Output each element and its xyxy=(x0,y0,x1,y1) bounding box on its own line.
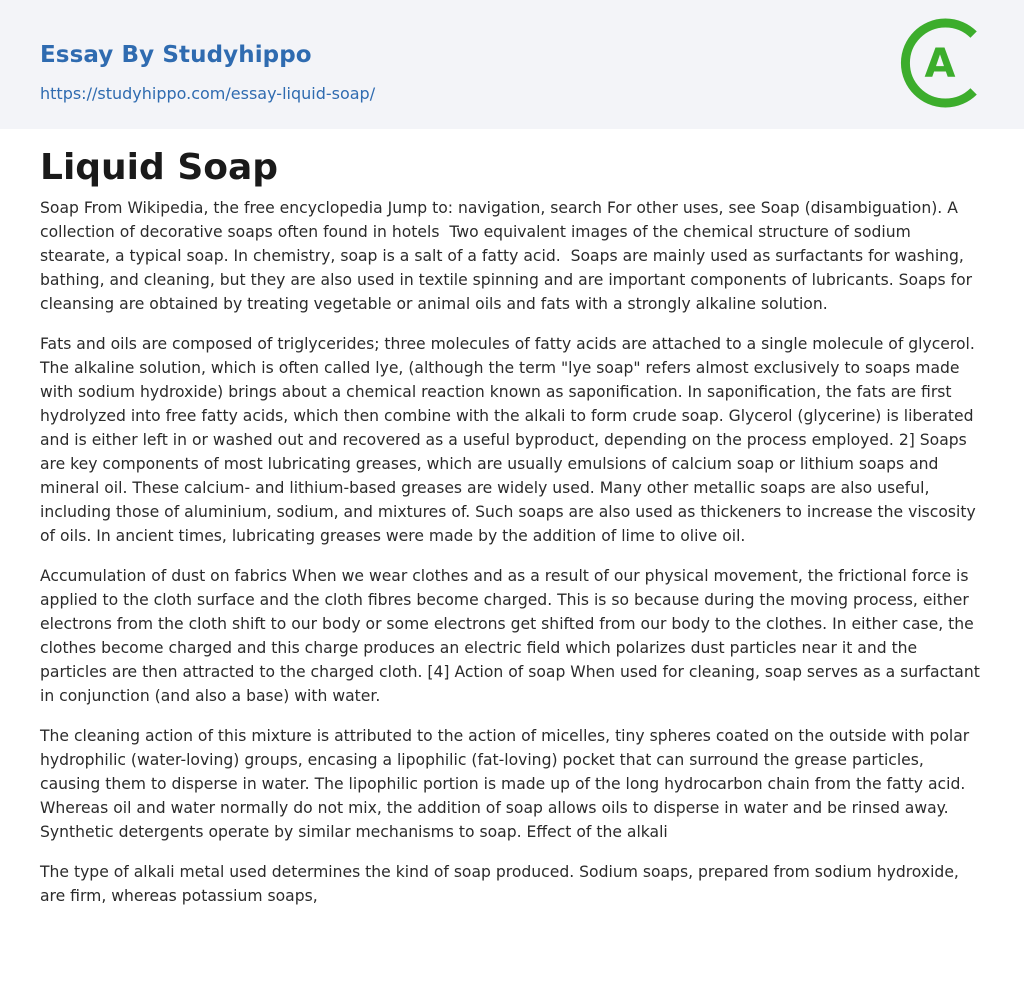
article xyxy=(40,145,985,924)
article-paragraph: The type of alkali metal used determines the kind of soap produced. Sodium soaps, prepared from sodium hydroxide, are firm, whereas potassium soaps, xyxy=(40,863,964,905)
article-paragraph: The cleaning action of this mixture is attributed to the action of micelles, tiny spheres coated on the outside with polar hydrophilic (water-loving) groups, encasing a lipophilic (fat-loving) pocket that can surround the grease particles, causing them to disperse in water. The lipophilic portion is made up of the long hydrocarbon chain from the fatty acid. Whereas oil and water normally do not mix, the addition of soap allows oils to disperse in water and be rinsed away. Synthetic detergents operate by similar mechanisms to soap. Effect of the alkali xyxy=(40,727,975,841)
site-header xyxy=(0,0,1024,129)
article-paragraph: Soap From Wikipedia, the free encyclopedia Jump to: navigation, search For other uses, see Soap (disambiguation). A collection of decorative soaps often found in hotels Two equivalent images of the chemical structure of sodium stearate, a typical soap. In chemistry, soap is a salt of a fatty acid. Soaps are mainly used as surfactants for washing, bathing, and cleaning, but they are also used in textile spinning and are important components of lubricants. Soaps for cleansing are obtained by treating vegetable or animal oils and fats with a strongly alkaline solution. xyxy=(40,199,978,313)
logo-letter: A xyxy=(924,41,956,87)
article-paragraph: Fats and oils are composed of triglycerides; three molecules of fatty acids are attached to a single molecule of glycerol. The alkaline solution, which is often called lye, (although the term "lye soap" refers almost exclusively to soaps made with sodium hydroxide) brings about a chemical reaction known as saponification. In saponification, the fats are first hydrolyzed into free fatty acids, which then combine with the alkali to form crude soap. Glycerol (glycerine) is liberated and is either left in or washed out and recovered as a useful byproduct, depending on the process employed. 2] Soaps are key components of most lubricating greases, which are usually emulsions of calcium soap or lithium soaps and mineral oil. These calcium- and lithium-based greases are widely used. Many other metallic soaps are also useful, including those of aluminium, sodium, and mixtures of. Such soaps are also used as thickeners to increase the viscosity of oils. In ancient times, lubricating greases were made by the addition of lime to olive oil. xyxy=(40,335,981,545)
studyhippo-logo-icon[interactable] xyxy=(898,18,988,108)
article-paragraph: Accumulation of dust on fabrics When we wear clothes and as a result of our physical movement, the frictional force is applied to the cloth surface and the cloth fibres become charged. This is so because during the moving process, either electrons from the cloth shift to our body or some electrons get shifted from our body to the clothes. In either case, the clothes become charged and this charge produces an electric field which polarizes dust particles near it and the particles are then attracted to the charged cloth. [4] Action of soap When used for cleaning, soap serves as a surfactant in conjunction (and also a base) with water. xyxy=(40,567,985,705)
page-url-link[interactable]: https://studyhippo.com/essay-liquid-soap/ xyxy=(40,84,376,103)
page-title: Liquid Soap xyxy=(40,147,279,188)
site-brand[interactable]: Essay By Studyhippo xyxy=(40,42,312,68)
